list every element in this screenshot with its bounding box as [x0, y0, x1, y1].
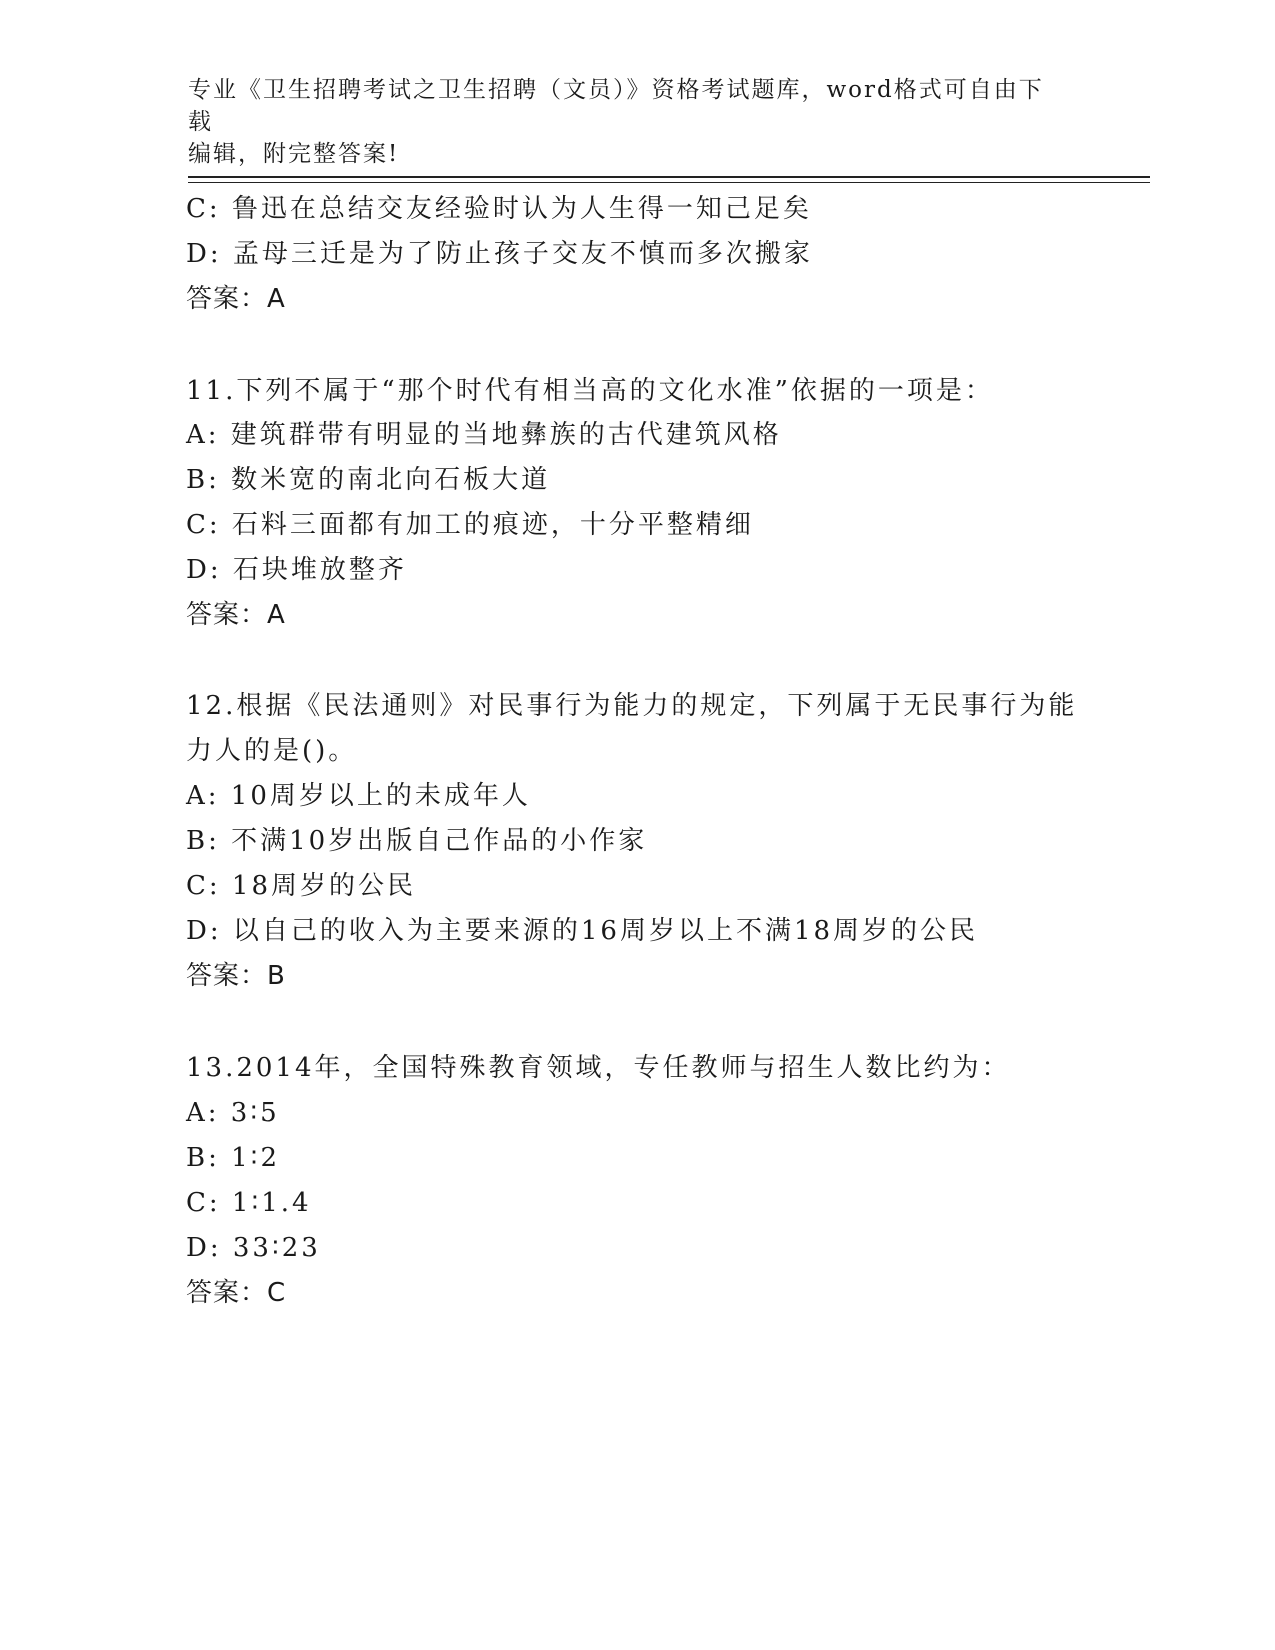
- header-divider: [188, 176, 1150, 178]
- q12-stem-line-1: 12.根据《民法通则》对民事行为能力的规定，下列属于无民事行为能: [186, 691, 1078, 721]
- header-line-1: 专业《卫生招聘考试之卫生招聘（文员）》资格考试题库，word格式可自由下载: [188, 77, 1044, 135]
- q11-answer: 答案：A: [186, 600, 286, 630]
- q12-option-c: C: 18周岁的公民: [186, 871, 417, 901]
- q13-option-b: B: 1∶2: [186, 1143, 280, 1173]
- document-header: [188, 74, 1068, 170]
- q12-option-a: A: 10周岁以上的未成年人: [186, 781, 531, 811]
- q11-option-b: B: 数米宽的南北向石板大道: [186, 465, 551, 495]
- q13-option-a: A: 3∶5: [186, 1098, 280, 1128]
- q12-option-b: B: 不满10岁出版自己作品的小作家: [186, 826, 648, 856]
- q13-option-d: D: 33∶23: [186, 1233, 321, 1263]
- q13-stem: 13.2014年，全国特殊教育领域，专任教师与招生人数比约为：: [186, 1053, 1011, 1083]
- q11-option-d: D: 石块堆放整齐: [186, 555, 407, 585]
- q10-answer: 答案：A: [186, 284, 286, 314]
- q13-option-c: C: 1∶1.4: [186, 1188, 312, 1218]
- header-divider-thin: [188, 182, 1150, 183]
- q10-option-c: C: 鲁迅在总结交友经验时认为人生得一知己足矣: [186, 194, 812, 224]
- q13-answer: 答案：C: [186, 1278, 287, 1308]
- q12-answer: 答案：B: [186, 961, 286, 991]
- q11-stem: 11.下列不属于“那个时代有相当高的文化水准”依据的一项是：: [186, 376, 994, 406]
- q12-stem-line-2: 力人的是()。: [186, 736, 358, 766]
- q11-option-c: C: 石料三面都有加工的痕迹，十分平整精细: [186, 510, 754, 540]
- header-line-2: 编辑，附完整答案!: [188, 141, 400, 167]
- q11-option-a: A: 建筑群带有明显的当地彝族的古代建筑风格: [186, 420, 782, 450]
- q10-option-d: D: 孟母三迁是为了防止孩子交友不慎而多次搬家: [186, 239, 813, 269]
- q12-option-d: D: 以自己的收入为主要来源的16周岁以上不满18周岁的公民: [186, 916, 979, 946]
